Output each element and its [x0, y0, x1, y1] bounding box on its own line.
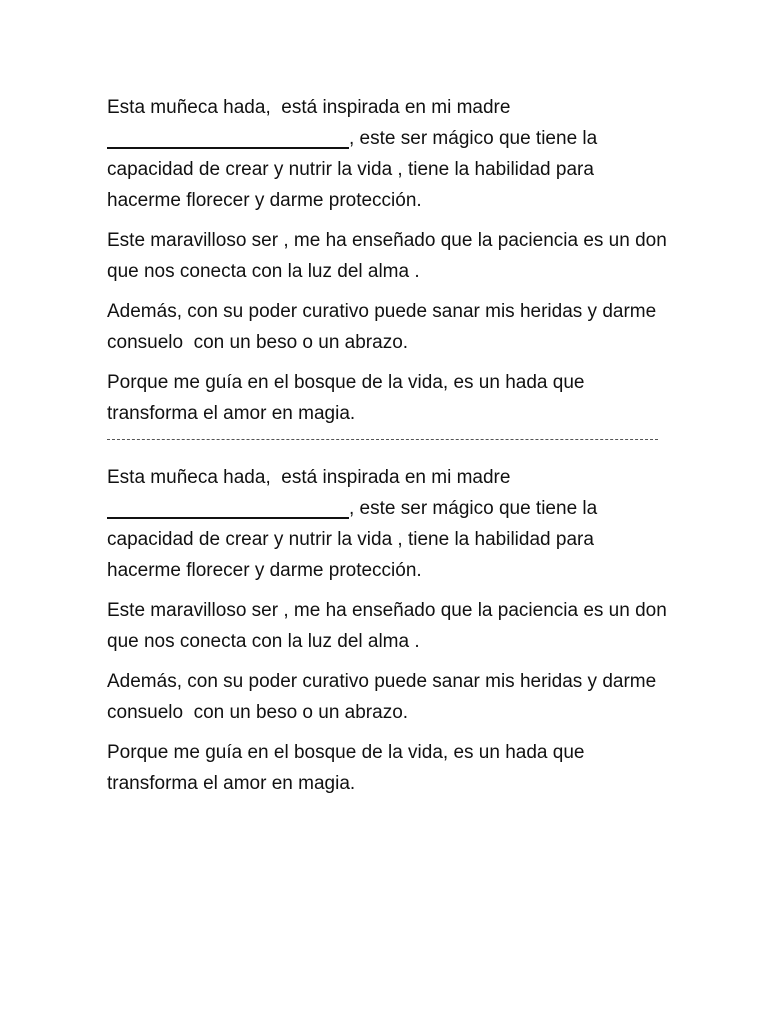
intro-line-4: hacerme florecer y darme protección. — [107, 190, 422, 211]
intro-line-3: capacidad de crear y nutrir la vida , tiene la habilidad para — [107, 529, 594, 550]
intro-line-1: Esta muñeca hada, está inspirada en mi madre — [107, 97, 511, 118]
name-blank-line — [107, 125, 349, 149]
paragraph-intro — [107, 462, 667, 586]
paragraph-patience: Este maravilloso ser , me ha enseñado que la paciencia es un don que nos conecta con la luz del alma . — [107, 600, 673, 652]
intro-line-3: capacidad de crear y nutrir la vida , tiene la habilidad para — [107, 159, 594, 180]
paragraph-patience: Este maravilloso ser , me ha enseñado que la paciencia es un don que nos conecta con la luz del alma . — [107, 230, 673, 282]
paragraph-intro — [107, 92, 667, 216]
intro-line-2: , este ser mágico que tiene la — [349, 498, 598, 519]
dashed-cut-line — [107, 439, 658, 440]
name-blank-line — [107, 495, 349, 519]
intro-line-2: , este ser mágico que tiene la — [349, 128, 598, 149]
paragraph-healing: Además, con su poder curativo puede sanar mis heridas y darme consuelo con un beso o un abrazo. — [107, 301, 662, 353]
document-page — [107, 92, 673, 808]
paragraph-guide: Porque me guía en el bosque de la vida, es un hada que transforma el amor en magia. — [107, 742, 590, 794]
paragraph-healing: Además, con su poder curativo puede sanar mis heridas y darme consuelo con un beso o un abrazo. — [107, 671, 662, 723]
text-copy-2 — [107, 462, 673, 799]
intro-line-4: hacerme florecer y darme protección. — [107, 560, 422, 581]
text-copy-1 — [107, 92, 673, 429]
paragraph-guide: Porque me guía en el bosque de la vida, es un hada que transforma el amor en magia. — [107, 372, 590, 424]
intro-line-1: Esta muñeca hada, está inspirada en mi madre — [107, 467, 511, 488]
